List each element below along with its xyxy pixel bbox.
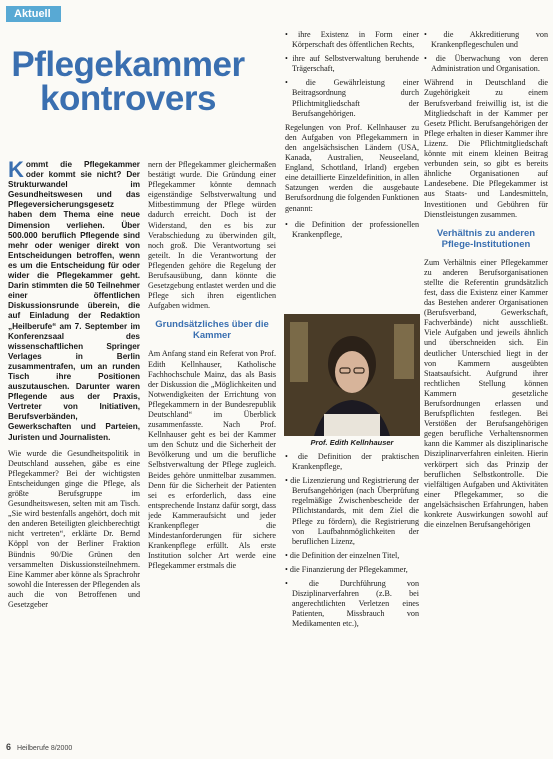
body-paragraph: Am Anfang stand ein Referat von Prof. Edith Kellnhauser, Katholische Fachhochschule Mainz, das als Basis der Diskussion die „Möglichkeiten und Notwendigkeiten der Errichtung von Pflegekammern in der Bundesrepublik Deutschland“ im Überblick zusammenfasste. Nach Prof. Kellnhauser geht es bei der Kammer um den Schutz und die Sicherheit der Bevölkerung und um die berufliche Selbstverwaltung der Pflege zugleich. Beides gehöre unmittelbar zusammen. Denn für die Sicherheit der Patienten sei es erforderlich, dass eine entsprechende Instanz dafür sorgt, dass jede Kammeraufsicht und jeder Krankenpfleger die Mindestanforderungen für sichere Krankenpflege erfüllt. Als erste Institution solcher Art werde eine Pflegekammer erstmals die <box>148 349 276 571</box>
list-item: • die Durchführung von Disziplinarverfahren (z.B. bei angerechtlichten Verletzen eines Patienten, Missbrauch von Medikamenten etc.), <box>285 579 419 629</box>
bullet-list <box>285 452 419 630</box>
list-item: • die Finanzierung der Pflegekammer, <box>285 564 408 574</box>
bullet-list <box>285 30 419 119</box>
portrait-illustration <box>284 314 420 436</box>
body-paragraph: Während in Deutschland die Zugehörigkeit zu einem Berufsverband freiwillig ist, ist die Mitgliedschaft in der Kammer per Gesetz Pflicht. Berufsangehörigen der Pflege erhalten in dieser Kammer ihre Lizenz. Die Pflichtmitgliedschaft könnte mit einem kleinen Beitrag verbunden sein, so gibt es bereits ähnliche Organisationen auf Landesebene. Die Pflegekammer ist aus Staats- und Landesmitteln, Investitionen und Gebühren für Dienstleistungen zusammen. <box>424 78 548 219</box>
body-paragraph: Wie wurde die Gesundheitspolitik in Deutschland aussehen, gäbe es eine Pflegekammer? Bei der wichtigsten Entscheidungen ginge die Pflege, als größte Berufsgruppe im Gesundheitswesen, selten mit am Tisch. „Sie wird bestenfalls angehört, doch mit den anderen Beteiligten gleichberechtigt nicht vertreten“, erklärte Dr. Bernd Köppl von der Berliner Fraktion Bündnis 90/Die Grünen den versammelten Diskussionsteilnehmern. Eine Kammer aber könne als Sprachrohr sowohl die Interessen der Pflegenden als auch die von Betroffenen und Gesetzgeber <box>8 448 140 610</box>
photo-caption: Prof. Edith Kellnhauser <box>310 438 394 447</box>
body-paragraph: nern der Pflegekammer gleichermaßen bestätigt wurde. Die Gründung einer Pflegekammer könnte demnach eigenständige Selbstverwaltung und Mitbestimmung der Pflege würden dadurch erreicht. Doch ist der Widerstand, den es bis zur Verabschiedung zu überwinden gilt, noch groß. Die Verantwortung sei geteilt. In die Verantwortung der Pflegenden gehöre die Regelung der Berufsausübung, dann könnte die Gesetzgebung entlastet werden und die Pflege sich ihren eigentlichen Aufgaben widmen. <box>148 160 276 311</box>
lead-paragraph: ommt die Pflegekammer oder kommt sie nicht? Der Strukturwandel im Gesundheitswesen und das Pflegeversicherungsgesetz haben dem Thema eine neue Dimension verliehen. Über 500.000 beruflich Pflegende sind mehr oder weniger direkt von Entscheidungen betroffen, wenn es um die Entscheidung für oder wider die Pflegekammer geht. Darin stimmten die 50 Teilnehmer einer öffentlichen Diskussionsrunde überein, die auf Einladung der Redaktion „Heilberufe“ am 7. September im Konferenzsaal des wissenschaftlichen Springer Verlages in Berlin zusammentrafen, um an runden Tisch ihre Positionen auszutauschen. Darunter waren Pflegende aus der Praxis, Vertreter von Initiativen, Berufsverbänden, Gewerkschaften und Parteien, Juristen und Journalisten. <box>8 160 140 442</box>
body-paragraph: Zum Verhältnis einer Pflegekammer zu anderen Berufsorganisationen stellte die Referentin grundsätzlich fest, dass die Existenz einer Kammer das Bestehen anderer Organisationen (Berufsverband, Gewerkschaft, Fachverbände) nicht ausschließt. Viele Aufgaben und jeweils ähnlich und überschneiden sich. Ein deutlicher Unterschied liegt in der von Kammern ausgeübten Staatsaufsicht. Aufgrund ihrer rechtlichen Stellung können Kammern gesetzliche Berufsordnungen erlassen und Berufspflichten festlegen. Bei Verstößen der Berufsangehörigen gegen berufliche Verhaltensnormen kann die Kammer als disziplinarische Disziplinarverfahren einleiten. Hierin verkörpert sich das Prinzip der beruflichen Selbstkontrolle. Die vielfältigen Aufgaben und Aktivitäten einer Pflegekammer, so die angelsächsischen Erfahrungen, haben konkrete Auswirkungen sowohl auf die einzelnen Berufsangehörigen <box>424 257 548 530</box>
column-2 <box>148 160 276 740</box>
section-tag: Aktuell <box>6 6 61 22</box>
article-headline: Pflegekammer kontrovers <box>11 45 245 118</box>
column-1 <box>8 160 140 740</box>
list-item: • ihre auf Selbstverwaltung beruhende Trägerschaft, <box>285 54 419 74</box>
subheading: Grundsätzliches über die Kammer <box>155 319 269 342</box>
list-item: • die Definition der praktischen Krankenpflege, <box>285 452 419 472</box>
page-number: 6 <box>6 742 12 752</box>
portrait-photo <box>284 314 420 436</box>
footer-text: Heilberufe 8/2000 <box>16 745 73 752</box>
column-3-top <box>285 30 419 310</box>
bullet-list <box>424 30 548 74</box>
bullet-list <box>285 220 419 240</box>
list-item: • die Akkreditierung von Krankenpflegeschulen und <box>424 30 548 50</box>
list-item: • die Definition der professionellen Krankenpflege, <box>285 219 419 239</box>
column-4 <box>424 30 548 742</box>
column-3-bottom <box>285 452 419 742</box>
list-item: • die Lizenzierung und Registrierung der Berufsangehörigen (nach Überprüfung regelmäßige Zwischenbescheide der Pflichtstandards, mit dem Ziel die Pflege zu fördern), die Registrierung von Laufbahnmöglichkeiten der beruflichen Lizenz, <box>285 476 419 546</box>
subheading: Verhältnis zu anderen Pflege-Institutionen <box>436 227 536 250</box>
drop-cap: K <box>8 160 24 182</box>
body-paragraph: Regelungen von Prof. Kellnhauser zu den Aufgaben von Pflegekammern in den angelsächsischen Ländern (USA, Kanada, Australien, Neuseeland, England, Schottland, Irland) ergeben eine detaillierte Einzeldefinition, in allen Satzungen werden die ausgebaute Berufsordnung die folgenden Funktionen genannt: <box>285 122 419 213</box>
page-footer <box>6 742 72 752</box>
list-item: • ihre Existenz in Form einer Körperschaft des öffentlichen Rechts, <box>285 30 419 50</box>
list-item: • die Definition der einzelnen Titel, <box>285 550 400 560</box>
list-item: • die Überwachung von deren Administration und Organisation. <box>424 54 548 74</box>
list-item: • die Gewährleistung einer Beitragsordnung durch Pflichtmitgliedschaft der Berufsangehörigen. <box>285 78 419 118</box>
